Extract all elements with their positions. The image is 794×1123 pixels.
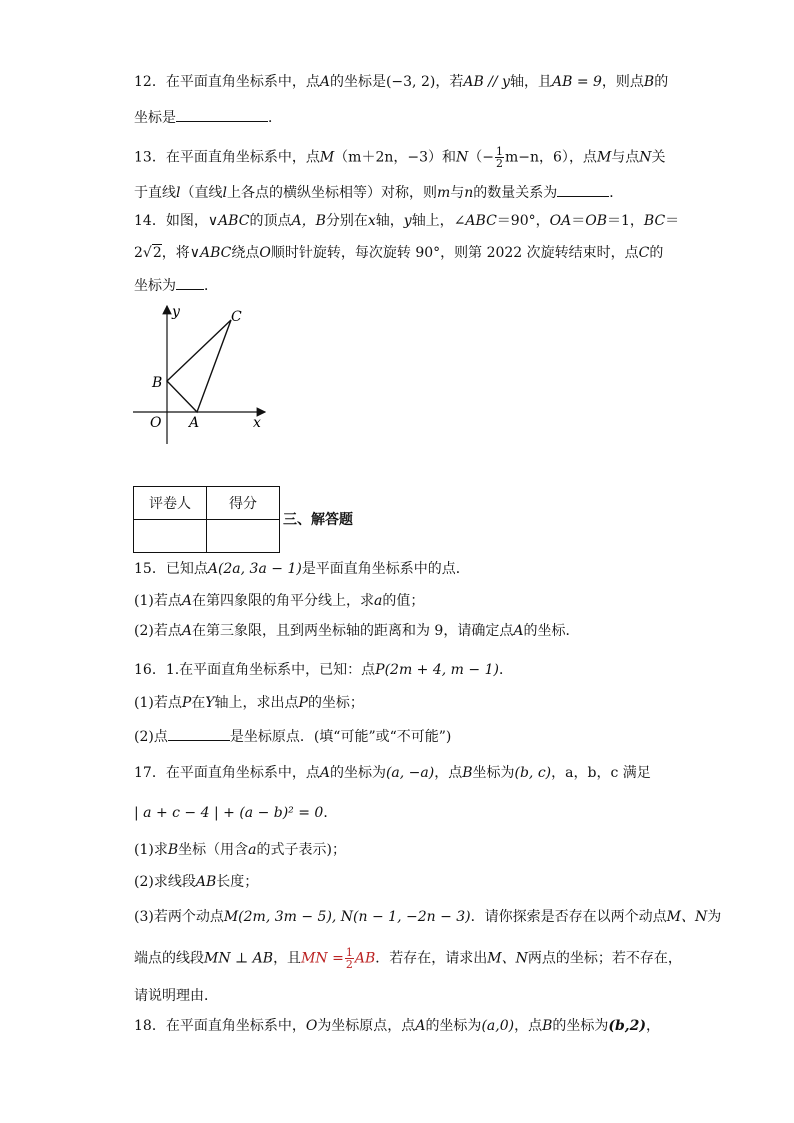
triangle-figure xyxy=(125,298,275,448)
label-x: x xyxy=(253,415,261,431)
q16-line1: 16．1.在平面直角坐标系中，已知：点P(2m + 4, m − 1)． xyxy=(134,662,513,678)
q17-sub3-end: 请说明理由． xyxy=(134,988,218,1004)
q15-sub2: (2)若点A在第三象限，且到两坐标轴的距离和为 9，请确定点A的坐标． xyxy=(134,623,580,639)
grader-header: 评卷人 xyxy=(134,487,207,520)
q17-sub3: (3)若两个动点M(2m, 3m − 5), N(n − 1, −2n − 3)．请你探索是否存在以两个动点M、N为 xyxy=(134,909,722,925)
answer-blank[interactable] xyxy=(557,182,609,197)
score-header: 得分 xyxy=(207,487,280,520)
label-b: B xyxy=(152,375,163,391)
answer-blank[interactable] xyxy=(176,107,268,122)
q17-line1: 17．在平面直角坐标系中，点A的坐标为(a, −a)，点B坐标为(b, c)，a，b，c 满足 xyxy=(134,765,651,781)
section-heading: 三、解答题 xyxy=(283,512,353,528)
label-c: C xyxy=(231,309,242,325)
q16-sub1: (1)若点P在Y轴上，求出点P的坐标； xyxy=(134,695,364,711)
triangle-abc xyxy=(167,320,231,412)
q18-line1: 18．在平面直角坐标系中，O为坐标原点，点A的坐标为(a,0)，点B的坐标为(b,2)， xyxy=(134,1018,661,1034)
q17-sub2: (2)求线段AB长度； xyxy=(134,874,259,890)
q17-sub3-cont: 端点的线段MN ⊥ AB，且MN = $\frac{1}{2}$ AB．若存在，请求出M、N两点的坐标；若不存在， xyxy=(134,946,682,971)
q12-line1: 12．在平面直角坐标系中，点A的坐标是(−3, 2)，若AB // y轴，且AB = 9，则点B的 xyxy=(134,74,669,90)
q14-line3: 坐标为 ． xyxy=(134,275,218,296)
answer-blank[interactable] xyxy=(168,726,230,741)
label-a: A xyxy=(189,415,200,431)
q14-line2: 2√2，将∨ABC绕点O顺时针旋转，每次旋转 90°，则第 2022 次旋转结束时，点C的 xyxy=(134,245,664,261)
fraction: $\frac{1}{2}$ xyxy=(496,145,503,170)
score-table xyxy=(133,486,280,553)
grader-cell[interactable] xyxy=(134,520,207,553)
q16-sub2: (2)点 是坐标原点．(填“可能”或“不可能”) xyxy=(134,726,451,747)
q12-line2: 坐标是 ． xyxy=(134,107,282,128)
q14-line1: 14．如图，∨ABC的顶点A，B分别在x轴，y轴上，∠ABC＝90°，OA＝OB＝1，BC＝ xyxy=(134,213,680,229)
q13-line2: 于直线l（直线l上各点的横纵坐标相等）对称，则m与n的数量关系为 ． xyxy=(134,182,623,203)
fraction: $\frac{1}{2}$ xyxy=(345,946,353,971)
q17-equation: | a + c − 4 | + (a − b)² = 0． xyxy=(134,805,338,821)
score-cell[interactable] xyxy=(207,520,280,553)
q17-sub1: (1)求B坐标（用含a的式子表示)； xyxy=(134,842,346,858)
q13-line1: 13．在平面直角坐标系中，点M（m＋2n，−3）和N（− $\frac{1}{2}$ m−n，6），点M与点N关 xyxy=(134,145,666,170)
label-o: O xyxy=(150,415,162,431)
q15-sub1: (1)若点A在第四象限的角平分线上，求a的值； xyxy=(134,593,425,609)
q15-line1: 15．已知点A(2a, 3a − 1)是平面直角坐标系中的点． xyxy=(134,561,470,577)
label-y: y xyxy=(172,304,180,320)
answer-blank[interactable] xyxy=(176,275,204,290)
